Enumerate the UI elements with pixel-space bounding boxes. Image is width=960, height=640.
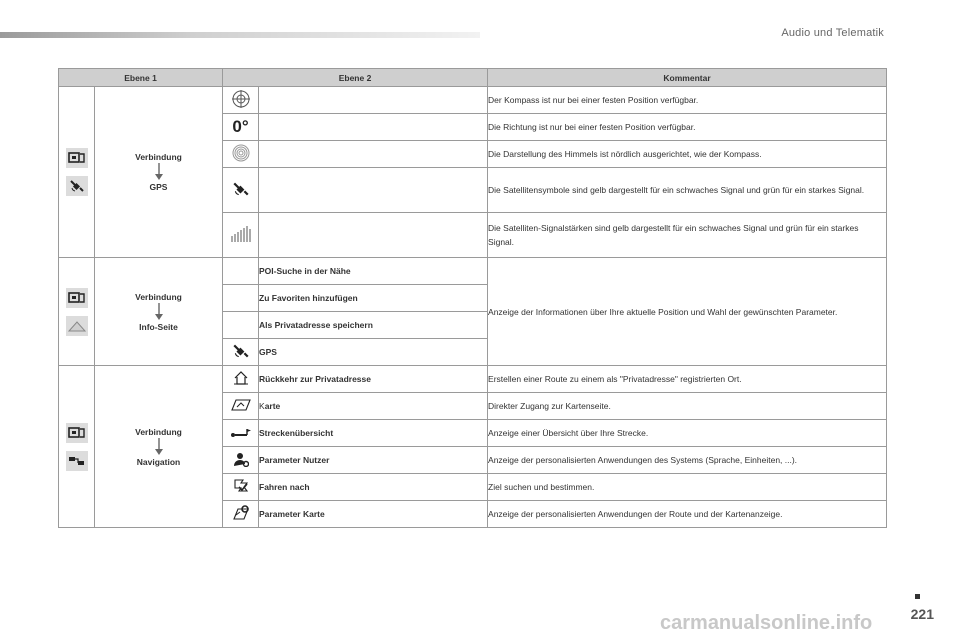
row-comment: Die Darstellung des Himmels ist nördlich ausgerichtet, wie der Kompass. — [488, 141, 887, 168]
row-label: Zu Favoriten hinzufügen — [259, 285, 488, 312]
level1-icons — [59, 258, 95, 366]
row-comment: Der Kompass ist nur bei einer festen Position verfügbar. — [488, 87, 887, 114]
arrow-down-icon — [155, 303, 163, 321]
row-label: GPS — [259, 339, 488, 366]
row-label — [259, 87, 488, 114]
sky-icon — [223, 141, 259, 168]
header-bar — [0, 32, 480, 38]
level1-label-bottom: Info-Seite — [139, 321, 178, 332]
row-comment: Erstellen einer Route zu einem als "Privatadresse" registrierten Ort. — [488, 366, 887, 393]
satellite-icon — [66, 176, 88, 196]
degree-icon — [223, 114, 259, 141]
row-label — [259, 114, 488, 141]
header-ebene1: Ebene 1 — [59, 69, 223, 87]
table-header-row — [59, 69, 887, 87]
section-title: Audio und Telematik — [781, 27, 884, 39]
map-icon — [223, 393, 259, 420]
empty-icon-cell — [223, 285, 259, 312]
row-comment: Anzeige der personalisierten Anwendungen der Route und der Kartenanzeige. — [488, 501, 887, 528]
row-label-prefix: K — [259, 401, 265, 411]
row-label: arte — [264, 401, 281, 411]
connection-icon — [66, 423, 88, 443]
row-label-map — [259, 393, 488, 420]
drive-to-icon — [223, 474, 259, 501]
row-label — [259, 168, 488, 213]
level1-label-navigation — [95, 366, 223, 528]
level1-label-top: Verbindung — [135, 426, 182, 437]
table-row — [59, 366, 887, 393]
table-row — [59, 258, 887, 285]
row-label: Streckenübersicht — [259, 420, 488, 447]
level1-label-info — [95, 258, 223, 366]
table-row — [59, 87, 887, 114]
satellite-icon — [223, 168, 259, 213]
level1-label-top: Verbindung — [135, 152, 182, 162]
row-comment: Die Satelliten-Signalstärken sind gelb dargestellt für ein schwaches Signal und grün für ein starkes Signal. — [488, 213, 887, 258]
page-number: 221 — [910, 606, 934, 622]
empty-icon-cell — [223, 258, 259, 285]
satellite-icon — [223, 339, 259, 366]
menu-table — [58, 68, 887, 528]
row-label: Rückkehr zur Privatadresse — [259, 366, 488, 393]
arrow-down-icon — [155, 438, 163, 456]
signal-bars-icon — [223, 213, 259, 258]
compass-icon — [223, 87, 259, 114]
level1-icons — [59, 366, 95, 528]
row-label — [259, 213, 488, 258]
row-comment: Anzeige einer Übersicht über Ihre Strecke. — [488, 420, 887, 447]
degree-glyph: 0° — [232, 117, 249, 136]
row-comment: Ziel suchen und bestimmen. — [488, 474, 887, 501]
row-label: Parameter Karte — [259, 501, 488, 528]
row-label: Als Privatadresse speichern — [259, 312, 488, 339]
map-settings-icon — [223, 501, 259, 528]
page-marker — [915, 594, 920, 599]
level1-label-bottom: Navigation — [136, 456, 181, 467]
header-kommentar: Kommentar — [488, 69, 887, 87]
level1-icons — [59, 87, 95, 258]
empty-icon-cell — [223, 312, 259, 339]
row-comment: Anzeige der personalisierten Anwendungen des Systems (Sprache, Einheiten, ...). — [488, 447, 887, 474]
connection-icon — [66, 288, 88, 308]
row-label: Parameter Nutzer — [259, 447, 488, 474]
user-settings-icon — [223, 447, 259, 474]
arrow-down-icon — [155, 163, 163, 181]
group-comment: Anzeige der Informationen über Ihre aktuelle Position und Wahl der gewünschten Parameter. — [488, 258, 887, 366]
home-icon — [223, 366, 259, 393]
connection-icon — [66, 148, 88, 168]
row-label — [259, 141, 488, 168]
row-comment: Die Satellitensymbole sind gelb dargestellt für ein schwaches Signal und grün für ein starkes Signal. — [488, 168, 887, 213]
watermark: carmanualsonline.info — [660, 612, 873, 634]
level1-label-bottom: GPS — [149, 182, 168, 192]
row-comment: Direkter Zugang zur Kartenseite. — [488, 393, 887, 420]
level1-label-top: Verbindung — [135, 291, 182, 302]
row-comment: Die Richtung ist nur bei einer festen Position verfügbar. — [488, 114, 887, 141]
row-label: POI-Suche in der Nähe — [259, 258, 488, 285]
info-icon — [66, 316, 88, 336]
route-icon — [223, 420, 259, 447]
row-label: Fahren nach — [259, 474, 488, 501]
navigation-icon — [66, 451, 88, 471]
level1-label-gps — [95, 87, 223, 258]
header-ebene2: Ebene 2 — [223, 69, 488, 87]
